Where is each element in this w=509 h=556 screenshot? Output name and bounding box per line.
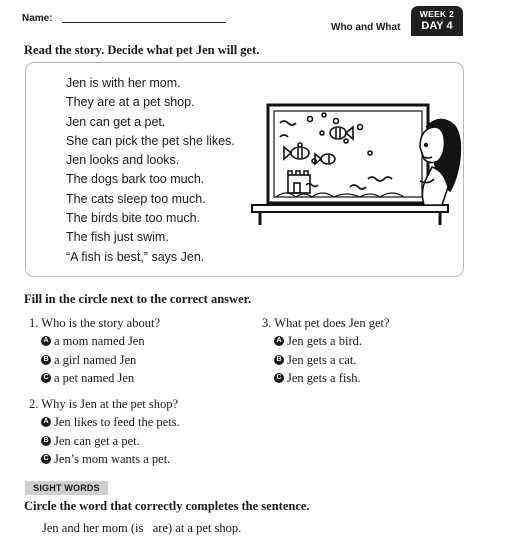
answer-option[interactable] bbox=[29, 351, 160, 370]
option-text: Jen’s mom wants a pet. bbox=[54, 452, 171, 466]
option-text: Jen can get a pet. bbox=[54, 433, 140, 448]
answer-option[interactable] bbox=[29, 369, 160, 388]
story-line: Jen is with her mom. bbox=[66, 76, 181, 90]
question-3 bbox=[262, 314, 390, 388]
circle-a[interactable]: A bbox=[41, 336, 51, 346]
question-stem: 3. What pet does Jen get? bbox=[262, 316, 390, 330]
answer-option[interactable] bbox=[29, 413, 180, 432]
option-text: Jen likes to feed the pets. bbox=[54, 415, 180, 429]
story-line: She can pick the pet she likes. bbox=[66, 133, 235, 148]
story-line: The dogs bark too much. bbox=[66, 172, 205, 187]
circle-instruction: Circle the word that correctly completes the sentence. bbox=[24, 499, 310, 513]
option-text: a girl named Jen bbox=[54, 352, 137, 367]
circle-a[interactable]: A bbox=[274, 336, 284, 346]
name-write-line[interactable] bbox=[62, 22, 226, 23]
answer-option[interactable] bbox=[262, 332, 390, 351]
question-stem: 1. Who is the story about? bbox=[29, 316, 160, 330]
question-1 bbox=[29, 314, 160, 388]
circle-a[interactable]: A bbox=[41, 417, 51, 427]
story-text bbox=[66, 74, 235, 267]
story-line: The cats sleep too much. bbox=[66, 191, 206, 206]
sight-word-sentence[interactable]: Jen and her mom (is are) at a pet shop. bbox=[42, 521, 242, 535]
option-text: Jen gets a bird. bbox=[287, 334, 362, 348]
read-instruction: Read the story. Decide what pet Jen will get. bbox=[24, 43, 260, 57]
answer-option[interactable] bbox=[29, 332, 160, 351]
option-text: Jen gets a fish. bbox=[287, 371, 361, 385]
option-text: a pet named Jen bbox=[54, 371, 135, 385]
option-text: Jen gets a cat. bbox=[287, 352, 357, 367]
answer-option[interactable] bbox=[262, 351, 390, 370]
story-line: Jen can get a pet. bbox=[66, 114, 166, 129]
circle-b[interactable]: B bbox=[274, 355, 284, 365]
question-stem: 2. Why is Jen at the pet shop? bbox=[29, 397, 179, 411]
story-line: The birds bite too much. bbox=[66, 211, 201, 226]
answer-option[interactable] bbox=[29, 450, 180, 469]
story-line: “A fish is best,” says Jen. bbox=[66, 249, 205, 264]
answer-option[interactable] bbox=[262, 369, 390, 388]
story-line: They are at a pet shop. bbox=[66, 95, 195, 110]
circle-c[interactable]: C bbox=[41, 373, 51, 383]
name-label: Name: bbox=[22, 13, 53, 24]
day-label: DAY 4 bbox=[421, 20, 453, 32]
circle-c[interactable]: C bbox=[41, 454, 51, 464]
answer-option[interactable] bbox=[29, 432, 180, 451]
story-line: The fish just swim. bbox=[66, 230, 169, 245]
question-2 bbox=[29, 395, 180, 469]
circle-b[interactable]: B bbox=[41, 355, 51, 365]
fish-tank-illustration bbox=[250, 101, 462, 229]
option-text: a mom named Jen bbox=[54, 334, 145, 348]
week-label: WEEK 2 bbox=[419, 9, 455, 19]
circle-c[interactable]: C bbox=[274, 373, 284, 383]
sight-words-tag: SIGHT WORDS bbox=[25, 481, 108, 495]
circle-b[interactable]: B bbox=[41, 436, 51, 446]
week-day-badge bbox=[411, 6, 463, 36]
story-line: Jen looks and looks. bbox=[66, 153, 180, 168]
fill-instruction: Fill in the circle next to the correct answer. bbox=[24, 292, 252, 306]
topic-title: Who and What bbox=[331, 22, 401, 33]
